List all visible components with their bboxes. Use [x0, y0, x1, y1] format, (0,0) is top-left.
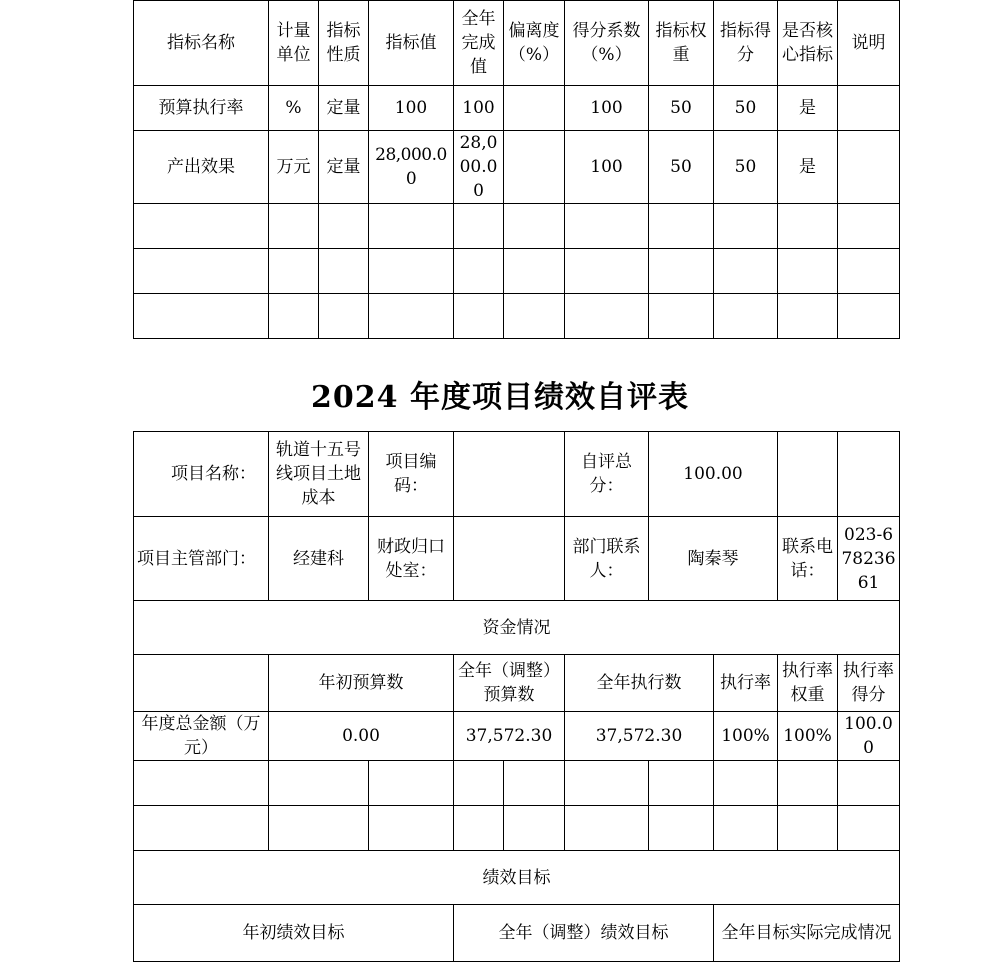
table-cell: 100.00: [838, 712, 900, 761]
header-cell: 指标权重: [649, 1, 714, 86]
indicator-table: [133, 0, 900, 339]
funds-header-row: [134, 655, 900, 712]
header-cell: 全年完成值: [454, 1, 504, 86]
header-cell: 全年执行数: [565, 655, 714, 712]
table-cell: 50: [649, 131, 714, 204]
page-title: 2024 年度项目绩效自评表: [311, 380, 689, 415]
table-cell: 产出效果: [134, 131, 269, 204]
table-cell: 是: [778, 131, 838, 204]
contact-label: 部门联系人：: [565, 517, 649, 601]
evaluation-table: [133, 431, 900, 962]
table-row: [134, 86, 900, 131]
table-cell: [838, 131, 900, 204]
table-cell: 100: [369, 86, 454, 131]
table-cell: 100: [454, 86, 504, 131]
empty-row: [134, 294, 900, 339]
header-cell: 指标得分: [714, 1, 778, 86]
table-cell: 28,000.00: [454, 131, 504, 204]
empty-row: [134, 806, 900, 851]
finance-office-value: [454, 517, 565, 601]
total-score-value: 100.00: [649, 432, 778, 517]
phone-value: 023-67823661: [838, 517, 900, 601]
table-cell: [838, 86, 900, 131]
table-cell: 37,572.30: [565, 712, 714, 761]
indicator-header-row: [134, 1, 900, 86]
funds-heading: 资金情况: [134, 601, 900, 655]
project-code-value: [454, 432, 565, 517]
phone-label: 联系电话：: [778, 517, 838, 601]
dept-value: 经建科: [269, 517, 369, 601]
header-cell: 年初预算数: [269, 655, 454, 712]
header-cell: 指标值: [369, 1, 454, 86]
dept-info-row: [134, 517, 900, 601]
project-code-label: 项目编码：: [369, 432, 454, 517]
table-cell: 50: [714, 86, 778, 131]
total-score-label: 自评总分：: [565, 432, 649, 517]
header-cell: 全年（调整）预算数: [454, 655, 565, 712]
header-cell: 执行率: [714, 655, 778, 712]
header-cell: 是否核心指标: [778, 1, 838, 86]
table-cell: 50: [714, 131, 778, 204]
header-cell: 全年（调整）绩效目标: [454, 905, 714, 962]
table-row: [134, 131, 900, 204]
project-info-row: [134, 432, 900, 517]
header-cell: 得分系数（%）: [565, 1, 649, 86]
dept-label: 项目主管部门：: [134, 517, 269, 601]
goals-header-row: [134, 905, 900, 962]
table-cell: 100: [565, 86, 649, 131]
table-cell: 100: [565, 131, 649, 204]
table-cell: 定量: [319, 131, 369, 204]
table-cell: 定量: [319, 86, 369, 131]
header-cell: 指标名称: [134, 1, 269, 86]
funds-row: [134, 712, 900, 761]
table-cell: 万元: [269, 131, 319, 204]
contact-value: 陶秦琴: [649, 517, 778, 601]
header-cell: 年初绩效目标: [134, 905, 454, 962]
goals-heading-row: [134, 851, 900, 905]
table-cell: 预算执行率: [134, 86, 269, 131]
funds-row-label: 年度总金额（万元）: [134, 712, 269, 761]
header-cell: 偏离度（%）: [504, 1, 565, 86]
empty-row: [134, 204, 900, 249]
table-cell: 是: [778, 86, 838, 131]
table-cell: 37,572.30: [454, 712, 565, 761]
project-name-value: 轨道十五号线项目土地成本: [269, 432, 369, 517]
project-name-label: 项目名称：: [134, 432, 269, 517]
table-cell: 100%: [714, 712, 778, 761]
header-cell: 全年目标实际完成情况: [714, 905, 900, 962]
table-cell: 28,000.00: [369, 131, 454, 204]
finance-office-label: 财政归口处室：: [369, 517, 454, 601]
empty-row: [134, 761, 900, 806]
table-cell: 100%: [778, 712, 838, 761]
header-cell: 指标性质: [319, 1, 369, 86]
header-cell: 执行率权重: [778, 655, 838, 712]
goals-heading: 绩效目标: [134, 851, 900, 905]
header-cell: 说明: [838, 1, 900, 86]
header-cell: 执行率得分: [838, 655, 900, 712]
header-cell: 计量单位: [269, 1, 319, 86]
funds-heading-row: [134, 601, 900, 655]
table-cell: [504, 86, 565, 131]
empty-row: [134, 249, 900, 294]
table-cell: 50: [649, 86, 714, 131]
table-cell: 0.00: [269, 712, 454, 761]
table-cell: %: [269, 86, 319, 131]
table-cell: [504, 131, 565, 204]
